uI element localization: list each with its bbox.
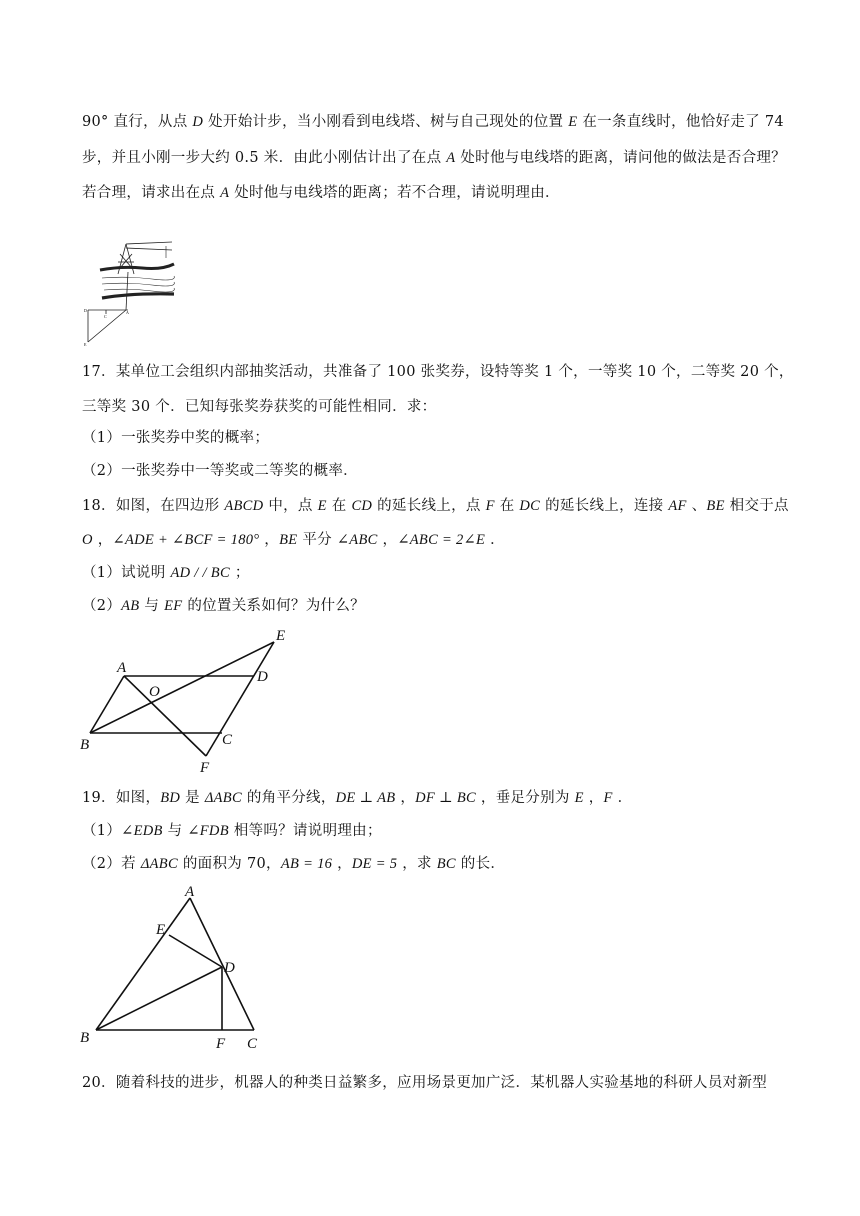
p18-question-2: （2）AB 与 EF 的位置关系如何？为什么？ xyxy=(82,598,365,614)
p16-line-1: 90° 直行，从点 D 处开始计步，当小刚看到电线塔、树与自己现处的位置 E 在一条直线时，他恰好走了 74 xyxy=(82,114,784,130)
p19-figure xyxy=(76,884,276,1054)
seg-AB xyxy=(96,898,190,1030)
seg-AF xyxy=(124,676,206,756)
label-C: C xyxy=(247,1036,258,1052)
label-A: A xyxy=(185,884,195,900)
label-F: F xyxy=(216,1036,226,1052)
p16-line-2: 步，并且小刚一步大约 0.5 米．由此小刚估计出了在点 A 处时他与电线塔的距离，请问他的做法是否合理？ xyxy=(82,150,786,166)
p17-line-2: 三等奖 30 个．已知每张奖券获奖的可能性相同．求： xyxy=(82,399,437,415)
label-F: F xyxy=(200,760,210,776)
p17-question-2: （2）一张奖券中一等奖或二等奖的概率． xyxy=(82,463,358,479)
p18-line-1: 18．如图，在四边形 ABCD 中，点 E 在 CD 的延长线上，点 F 在 DC 的延长线上，连接 AF 、BE 相交于点 xyxy=(82,498,789,514)
seg-DE xyxy=(169,935,222,967)
p16-figure xyxy=(82,238,176,348)
p19-question-2: （2）若 ΔABC 的面积为 70，AB = 16 ，DE = 5 ，求 BC 的长． xyxy=(82,856,506,872)
svg-text:C: C xyxy=(104,314,107,319)
label-D: D xyxy=(224,960,235,976)
label-B: B xyxy=(80,737,90,753)
p18-question-1: （1）试说明 AD / / BC ； xyxy=(82,565,250,581)
p18-figure xyxy=(76,622,306,778)
label-D: D xyxy=(257,669,268,685)
svg-text:A: A xyxy=(126,310,129,315)
label-O: O xyxy=(149,684,160,700)
p19-line-1: 19．如图，BD 是 ΔABC 的角平分线，DE ⊥ AB ，DF ⊥ BC ，垂足分别为 E ，F ． xyxy=(82,790,633,806)
label-B: B xyxy=(80,1030,90,1046)
label-A: A xyxy=(117,660,127,676)
label-E: E xyxy=(156,922,166,938)
p17-question-1: （1）一张奖券中奖的概率； xyxy=(82,430,270,446)
svg-text:E: E xyxy=(84,342,87,347)
seg-BD xyxy=(96,967,222,1030)
p20-line-1: 20．随着科技的进步，机器人的种类日益繁多，应用场景更加广泛．某机器人实验基地的科研人员对新型 xyxy=(82,1075,768,1091)
label-C: C xyxy=(222,732,233,748)
p18-line-2: O ，∠ADE + ∠BCF = 180° ，BE 平分 ∠ABC ，∠ABC = 2∠E ． xyxy=(82,532,505,548)
p16-line-3: 若合理，请求出在点 A 处时他与电线塔的距离；若不合理，请说明理由． xyxy=(82,185,560,201)
svg-text:D: D xyxy=(84,308,87,313)
p19-question-1: （1）∠EDB 与 ∠FDB 相等吗？请说明理由； xyxy=(82,823,382,839)
p17-line-1: 17．某单位工会组织内部抽奖活动，共准备了 100 张奖券，设特等奖 1 个，一等奖 10 个，二等奖 20 个， xyxy=(82,364,794,380)
label-E: E xyxy=(276,628,286,644)
